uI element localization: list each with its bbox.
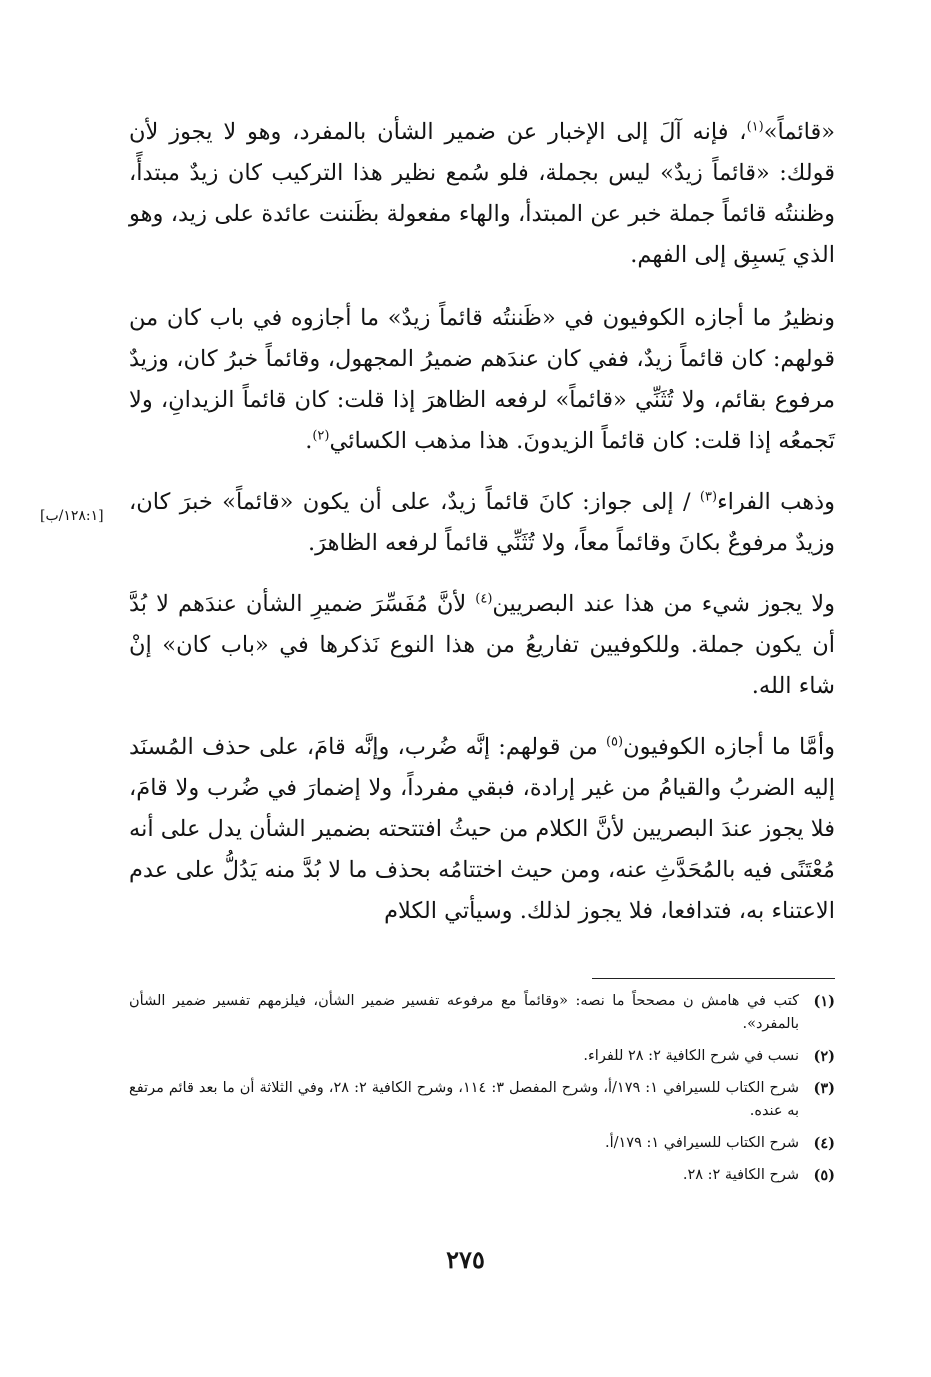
main-text: [129, 112, 835, 952]
paragraph-5-text-b: من قولهم: إنَّه ضُرب، وإنَّه قامَ، على حذف المُسنَد إليه الضربُ والقيامُ من غير إرادة، فبقي مفرداً، ولا إضمارَ في ضُرب ولا قامَ، فلا يجوز عندَ البصريين لأنَّ الكلام من حيثُ افتتحته بضمير الشأن يدل على أنه مُعْتَنًى فيه بالمُحَدَّثِ عنه، ومن حيث اختتامُه بحذف ما لا بُدَّ منه يَدُلُّ على عدم الاعتناء به، فتدافعا، فلا يجوز لذلك. وسيأتي الكلام: [129, 734, 835, 924]
footnote-number: (٢): [813, 1048, 835, 1065]
paragraph-4-text-b: لأنَّ مُفَسِّرَ ضميرِ الشأن عندَهم لا بُدَّ أن يكون جملة. وللكوفيين تفاريعُ من هذا النوع نَذكرها في «باب كان» إنْ شاء الله.: [129, 591, 835, 699]
footnote-text: نسب في شرح الكافية ٢: ٢٨ للفراء.: [583, 1048, 799, 1064]
footnote-number: (٣): [813, 1080, 835, 1097]
footnote-ref-3: (٣): [699, 489, 718, 505]
paragraph-3-text-a: وذهب الفراء: [717, 489, 835, 515]
paragraph-4-text-a: ولا يجوز شيء من هذا عند البصريين: [492, 591, 835, 617]
footnote-separator: [592, 978, 835, 979]
footnote-2: [129, 1045, 835, 1068]
footnote-ref-4: (٤): [475, 591, 493, 607]
footnote-number: (٤): [813, 1135, 835, 1152]
footnote-text: شرح الكتاب للسيرافي ١: ١٧٩/أ.: [604, 1135, 799, 1151]
paragraph-5-text-a: وأمَّا ما أجازه الكوفيون: [623, 734, 835, 760]
footnote-5: [129, 1164, 835, 1187]
footnote-ref-1: (١): [746, 119, 764, 135]
paragraph-3: [129, 482, 835, 564]
manuscript-folio-note: [١٢٨:١/ب]: [40, 508, 104, 524]
footnote-1: [129, 990, 835, 1036]
paragraph-1: [129, 112, 835, 276]
footnote-ref-5: (٥): [605, 734, 624, 750]
footnotes: [129, 990, 835, 1196]
paragraph-5: [129, 727, 835, 932]
paragraph-1-text-a: «قائماً»: [763, 119, 835, 145]
paragraph-2: [129, 298, 835, 462]
footnote-number: (١): [813, 993, 835, 1010]
footnote-text: شرح الكافية ٢: ٢٨.: [682, 1167, 799, 1183]
footnote-text: كتب في هامش ن مصححاً ما نصه: «وقائماً مع مرفوعه تفسير ضمير الشأن، فيلزمهم تفسير ضمير الشأن بالمفرد».: [129, 993, 799, 1032]
paragraph-1-text-b: ، فإنه آلَ إلى الإخبار عن ضمير الشأن بالمفرد، وهو لا يجوز لأن قولك: «قائماً زيدٌ» ليس بجملة، فلو سُمع نظير هذا التركيب كان زيدٌ مبتدأً، وظننتُه قائماً جملة خبر عن المبتدأ، والهاء مفعولة بظَننت عائدة على زيد، وهو الذي يَسبِق إلى الفهم.: [129, 119, 835, 268]
footnote-number: (٥): [813, 1167, 835, 1184]
footnote-4: [129, 1132, 835, 1155]
paragraph-2-text-a: ونظيرُ ما أجازه الكوفيون في «ظَننتُه قائماً زيدٌ» ما أجازوه في باب كان من قولهم: كان قائماً زيدٌ، ففي كان عندَهم ضميرُ المجهول، وقائماً خبرُ كان، وزيدٌ مرفوع بقائم، ولا تُثَنِّي «قائماً» لرفعه الظاهرَ إذا قلت: كان قائماً الزيدانِ، ولا تَجمعُه إذا قلت: كان قائماً الزيدونَ. هذا مذهب الكسائي: [129, 305, 835, 454]
paragraph-2-text-b: .: [305, 428, 313, 454]
page-number: ٢٧٥: [446, 1245, 485, 1274]
footnote-text: شرح الكتاب للسيرافي ١: ١٧٩/أ، وشرح المفصل ٣: ١١٤، وشرح الكافية ٢: ٢٨، وفي الثلاثة أن ما بعد قائم مرتفع به عنده.: [129, 1080, 800, 1119]
footnote-ref-2: (٢): [312, 428, 330, 444]
footnote-3: [129, 1077, 835, 1123]
paragraph-4: [129, 584, 835, 707]
paragraph-3-text-b: / إلى جواز: كانَ قائماً زيدٌ، على أن يكون «قائماً» خبرَ كان، وزيدٌ مرفوعٌ بكانَ وقائماً معاً، ولا تُثَنِّي قائماً لرفعه الظاهرَ.: [129, 489, 835, 556]
